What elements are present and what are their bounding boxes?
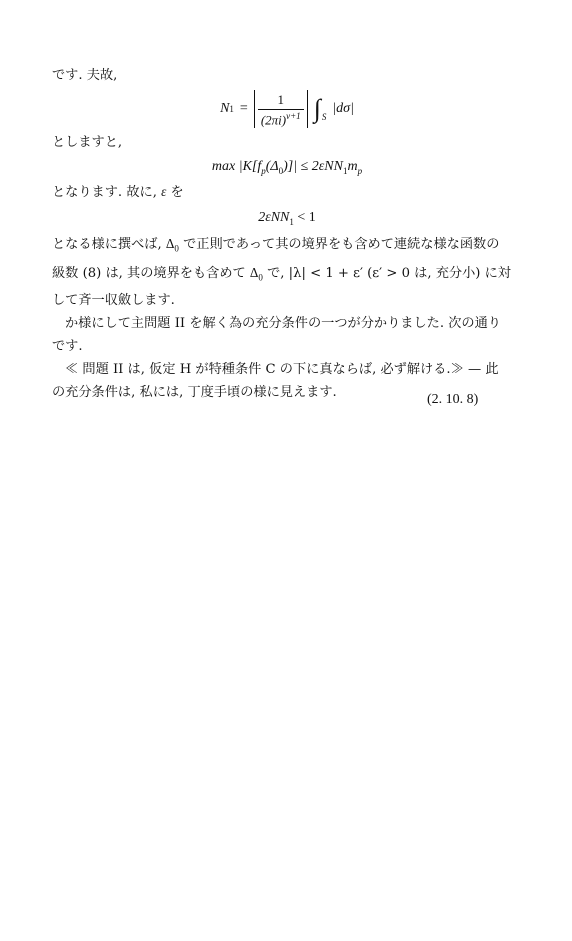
paragraph-line: となります. 故に, ε を [52, 184, 184, 200]
equation-n1 [52, 87, 522, 131]
paragraph-line: か様にして主問題 II を解く為の充分条件の一つが分かりました. 次の通り [65, 316, 501, 332]
date-stamp: (2. 10. 8) [427, 392, 479, 407]
paragraph-line: ≪ 問題 II は, 仮定 H が特種条件 C の下に真ならば, 必ず解ける.≫ — 此 [65, 362, 499, 378]
fraction-numerator: 1 [277, 92, 284, 107]
paragraph-line [52, 131, 522, 154]
paragraph-line [52, 64, 522, 87]
eq-symbol: N [220, 101, 230, 116]
eq-subscript: 1 [229, 104, 234, 114]
absolute-value [254, 90, 308, 128]
text: です. 夫故, [52, 68, 118, 83]
equation-max: $\max |K[f_p(\Delta_0)]| \le 2\varepsilon NN_1m_p$ [211, 159, 363, 176]
eq-operator: = [239, 101, 248, 116]
paragraph-line: して斉一収斂します. [52, 293, 175, 309]
paragraph-line: の充分条件は, 私には, 丁度手頃の様に見えます. [52, 385, 337, 401]
text: としますと, [52, 135, 123, 150]
fraction [258, 92, 304, 128]
integral-subscript: S [321, 112, 327, 122]
equation-condition: 2εNN$_1$ < 1 [258, 210, 316, 227]
document-body [52, 64, 522, 404]
fraction-denominator: $(2\pi i)^{\nu+1}$ [258, 109, 304, 128]
paragraph-line: です. [52, 339, 83, 355]
integral-sign: ∫ [313, 94, 321, 123]
paragraph-line: となる様に撰べば, $\Delta_0$ で正則であって其の境界をも含めて連続な様な函数の [52, 236, 500, 254]
integrand: |dσ| [332, 101, 354, 116]
paragraph-line: 級数 (8) は, 其の境界をも含めて $\Delta_0$ で, |λ| < 1 + ε′ (ε′ > 0 は, 充分小) に対 [52, 264, 511, 283]
